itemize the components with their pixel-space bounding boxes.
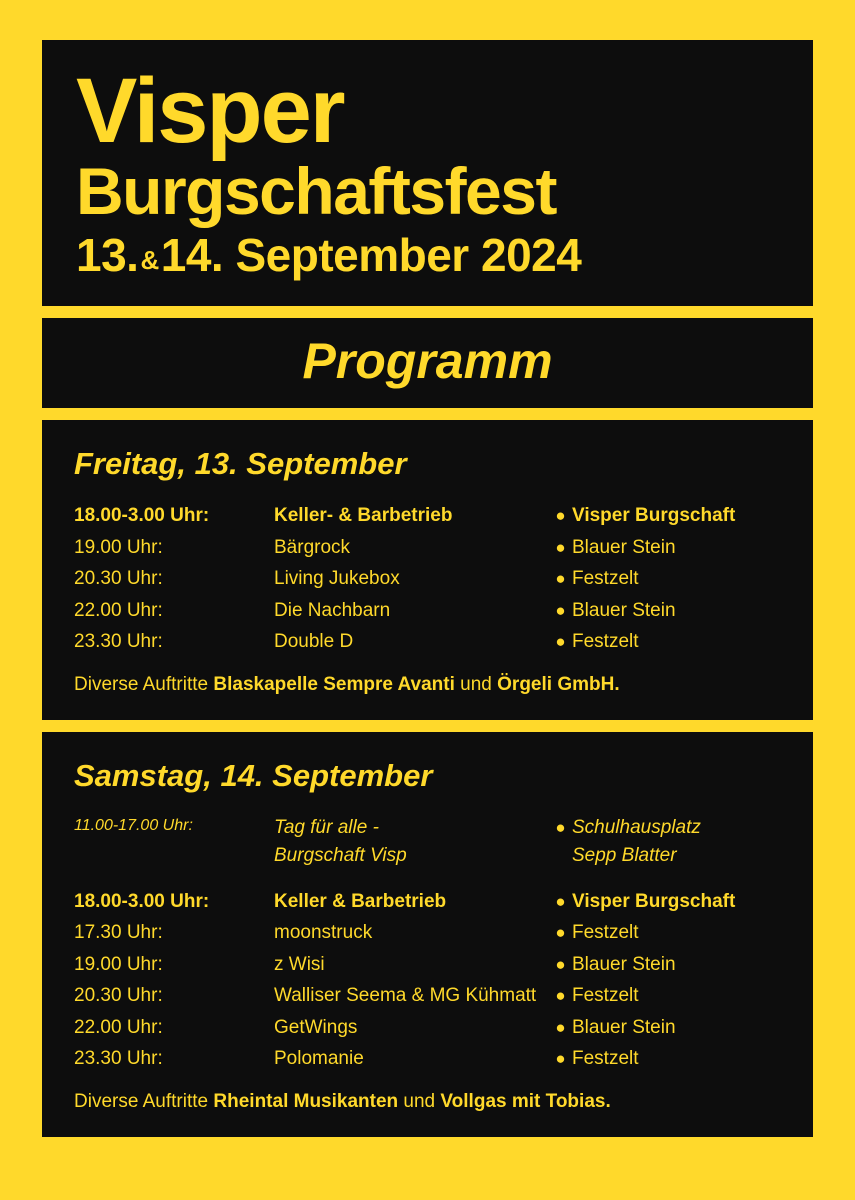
row-time: 23.30 Uhr: <box>74 631 163 653</box>
row-act: Walliser Seema & MG Kühmatt <box>274 985 537 1007</box>
saturday-heading: Samstag, 14. September <box>74 758 433 794</box>
saturday-footnote-act-1: Rheintal Musikanten <box>213 1090 399 1112</box>
row-location-label: Festzelt <box>572 922 639 944</box>
friday-footnote-act-2: Örgeli GmbH. <box>497 673 620 695</box>
schedule-row <box>72 917 783 949</box>
schedule-row <box>72 949 783 981</box>
row-act-line-2: Burgschaft Visp <box>274 845 407 867</box>
row-act: Keller- & Barbetrieb <box>274 505 453 527</box>
friday-footnote <box>74 672 783 699</box>
row-act: GetWings <box>274 1016 358 1038</box>
poster-date-ampersand: & <box>140 245 159 276</box>
schedule-row <box>72 595 783 627</box>
spacer-cell <box>554 872 783 886</box>
row-time: 19.00 Uhr: <box>74 536 163 558</box>
row-time: 22.00 Uhr: <box>74 599 163 621</box>
saturday-schedule <box>72 812 783 1074</box>
row-location-label: Visper Burgschaft <box>572 505 736 527</box>
row-location <box>554 595 783 627</box>
row-location-label: Festzelt <box>572 985 639 1007</box>
row-act: Living Jukebox <box>274 568 400 590</box>
spacer-cell <box>274 872 554 886</box>
row-time: 20.30 Uhr: <box>74 568 163 590</box>
saturday-footnote-pre: Diverse Auftritte <box>74 1090 214 1112</box>
friday-panel <box>42 420 813 720</box>
row-act-line-1: Tag für alle - <box>274 817 379 839</box>
row-location-label: Festzelt <box>572 631 639 653</box>
location-pin-icon: ● <box>555 954 566 974</box>
row-location-line-1: Schulhausplatz <box>572 817 701 839</box>
poster-date <box>76 229 779 282</box>
row-location-label: Blauer Stein <box>572 536 676 558</box>
schedule-row <box>72 980 783 1012</box>
schedule-row <box>72 1012 783 1044</box>
spacer-cell <box>72 872 274 886</box>
row-location <box>554 980 783 1012</box>
schedule-row <box>72 1043 783 1075</box>
row-act: moonstruck <box>274 922 373 944</box>
programm-label: Programm <box>302 333 553 390</box>
location-pin-icon: ● <box>555 506 566 526</box>
title-panel <box>42 40 813 306</box>
location-pin-icon: ● <box>555 1017 566 1037</box>
row-time: 17.30 Uhr: <box>74 922 163 944</box>
row-location-label: Blauer Stein <box>572 953 676 975</box>
row-location-label: Blauer Stein <box>572 1016 676 1038</box>
programm-banner <box>42 318 813 408</box>
row-time: 20.30 Uhr: <box>74 985 163 1007</box>
location-pin-icon: ● <box>555 537 566 557</box>
row-location <box>554 563 783 595</box>
location-pin-icon: ● <box>555 923 566 943</box>
location-pin-icon: ● <box>555 632 566 652</box>
schedule-row <box>72 626 783 658</box>
row-act: Double D <box>274 631 354 653</box>
row-location <box>554 1043 783 1075</box>
row-location <box>554 917 783 949</box>
row-act: z Wisi <box>274 953 325 975</box>
row-location <box>554 500 783 532</box>
row-location <box>554 1012 783 1044</box>
row-act: Die Nachbarn <box>274 599 391 621</box>
location-pin-icon: ● <box>555 569 566 589</box>
row-location-label <box>572 814 701 869</box>
schedule-row <box>72 532 783 564</box>
saturday-footnote <box>74 1089 783 1116</box>
row-location <box>554 532 783 564</box>
row-time: 22.00 Uhr: <box>74 1016 163 1038</box>
row-location <box>554 812 783 871</box>
location-pin-icon: ● <box>555 986 566 1006</box>
friday-footnote-pre: Diverse Auftritte <box>74 673 214 695</box>
row-act: Polomanie <box>274 1048 364 1070</box>
location-pin-icon: ● <box>555 600 566 620</box>
row-time: 23.30 Uhr: <box>74 1048 163 1070</box>
row-location-label: Festzelt <box>572 568 639 590</box>
row-location <box>554 949 783 981</box>
friday-heading: Freitag, 13. September <box>74 446 407 482</box>
location-pin-icon: ● <box>555 891 566 911</box>
schedule-row <box>72 886 783 918</box>
row-time: 18.00-3.00 Uhr: <box>74 890 210 912</box>
row-location-label: Blauer Stein <box>572 599 676 621</box>
row-location <box>554 626 783 658</box>
row-time: 19.00 Uhr: <box>74 953 163 975</box>
friday-footnote-mid: und <box>454 673 498 695</box>
location-pin-icon: ● <box>555 818 566 838</box>
schedule-row <box>72 563 783 595</box>
row-time: 18.00-3.00 Uhr: <box>74 505 210 527</box>
saturday-panel <box>42 732 813 1137</box>
schedule-row <box>72 500 783 532</box>
friday-schedule <box>72 500 783 658</box>
row-act: Bärgrock <box>274 536 351 558</box>
row-act <box>274 812 554 871</box>
saturday-footnote-act-2: Vollgas mit Tobias. <box>440 1090 611 1112</box>
row-location-label: Visper Burgschaft <box>572 890 736 912</box>
saturday-footnote-mid: und <box>398 1090 441 1112</box>
poster-title-line-2: Burgschaftsfest <box>76 154 556 229</box>
row-location-line-2: Sepp Blatter <box>572 845 677 867</box>
schedule-spacer <box>72 872 783 886</box>
poster-date-second: 14. September 2024 <box>160 229 582 282</box>
friday-footnote-act-1: Blaskapelle Sempre Avanti <box>213 673 455 695</box>
poster-date-first: 13. <box>76 229 139 282</box>
row-location <box>554 886 783 918</box>
row-time: 11.00-17.00 Uhr: <box>74 817 193 835</box>
poster-title-line-1: Visper <box>76 60 344 162</box>
schedule-row-special <box>72 812 783 871</box>
row-location-label: Festzelt <box>572 1048 639 1070</box>
location-pin-icon: ● <box>555 1049 566 1069</box>
row-act: Keller & Barbetrieb <box>274 890 447 912</box>
